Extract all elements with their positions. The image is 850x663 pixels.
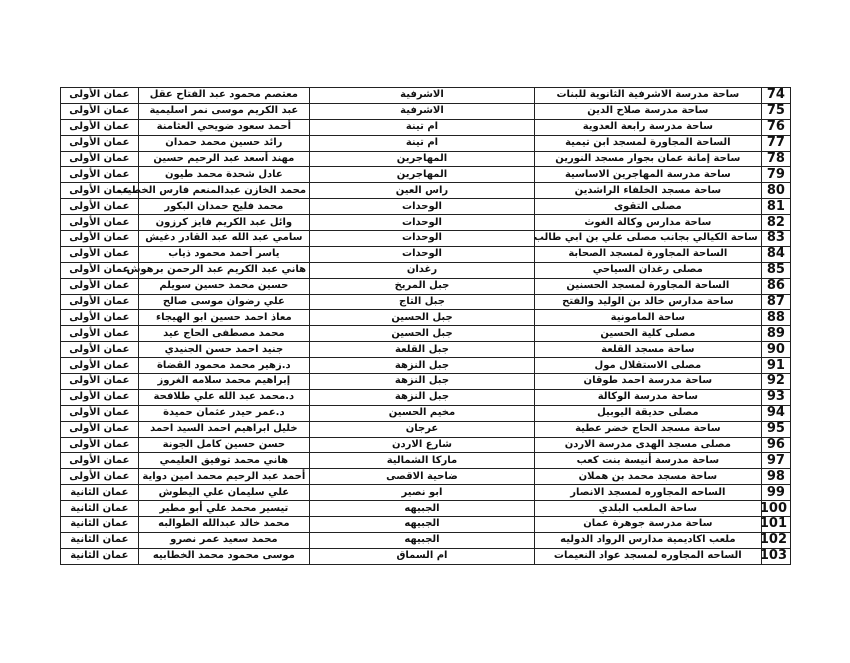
site-name-cell: الساحة المجاورة لمسجد الحسنين	[534, 278, 761, 294]
region-cell: عمان الأولى	[61, 135, 139, 151]
supervisor-name-cell: تيسير محمد علي أبو مطير	[138, 501, 309, 517]
table-row	[61, 88, 791, 104]
supervisor-name-cell: د.محمد عبد الله علي طلافحة	[138, 389, 309, 405]
area-cell: الوحدات	[310, 199, 535, 215]
supervisor-name-cell: حسن حسين كامل الجونة	[138, 437, 309, 453]
row-number-cell: 78	[761, 151, 790, 167]
table-row	[61, 103, 791, 119]
region-cell: عمان الأولى	[61, 215, 139, 231]
supervisor-name-cell: محمد خالد عبدالله الطوالبه	[138, 517, 309, 533]
supervisor-name-cell: معتصم محمود عبد الفتاح عقل	[138, 88, 309, 104]
supervisor-name-cell: محمد الخازن عبدالمنعم فارس الخطيب	[138, 183, 309, 199]
table-row	[61, 119, 791, 135]
region-cell: عمان الثانية	[61, 548, 139, 564]
prayer-sites-table	[60, 87, 791, 565]
region-cell: عمان الأولى	[61, 231, 139, 247]
site-name-cell: ساحة مدرسة أنيسة بنت كعب	[534, 453, 761, 469]
area-cell: ماركا الشمالية	[310, 453, 535, 469]
area-cell: الوحدات	[310, 215, 535, 231]
table-row	[61, 215, 791, 231]
site-name-cell: ساحة مدرسة المهاجرين الاساسية	[534, 167, 761, 183]
table-row	[61, 501, 791, 517]
area-cell: ابو نصير	[310, 485, 535, 501]
site-name-cell: مصلى التقوى	[534, 199, 761, 215]
supervisor-name-cell: حسين محمد حسين سويلم	[138, 278, 309, 294]
region-cell: عمان الأولى	[61, 199, 139, 215]
supervisor-name-cell: أحمد سعود ضويحي العثامنة	[138, 119, 309, 135]
table-row	[61, 310, 791, 326]
row-number-cell: 99	[761, 485, 790, 501]
area-cell: الاشرفية	[310, 88, 535, 104]
area-cell: الاشرفية	[310, 103, 535, 119]
region-cell: عمان الأولى	[61, 246, 139, 262]
table-row	[61, 358, 791, 374]
region-cell: عمان الأولى	[61, 326, 139, 342]
row-number-cell: 84	[761, 246, 790, 262]
row-number-cell: 89	[761, 326, 790, 342]
site-name-cell: ساحة مدرسة رابعة العدوية	[534, 119, 761, 135]
area-cell: جبل النزهة	[310, 358, 535, 374]
region-cell: عمان الأولى	[61, 294, 139, 310]
supervisor-name-cell: رائد حسين محمد حمدان	[138, 135, 309, 151]
supervisor-name-cell: محمد مصطفى الحاج عيد	[138, 326, 309, 342]
site-name-cell: ساحة مدارس خالد بن الوليد والفتح	[534, 294, 761, 310]
row-number-cell: 103	[761, 548, 790, 564]
table-row	[61, 294, 791, 310]
area-cell: جبل الحسين	[310, 326, 535, 342]
area-cell: الجبيهه	[310, 501, 535, 517]
site-name-cell: الساحه المجاوره لمسجد الانصار	[534, 485, 761, 501]
site-name-cell: مصلى مسجد الهدى مدرسة الاردن	[534, 437, 761, 453]
row-number-cell: 85	[761, 262, 790, 278]
region-cell: عمان الأولى	[61, 437, 139, 453]
row-number-cell: 98	[761, 469, 790, 485]
table-body	[61, 88, 791, 565]
table-row	[61, 453, 791, 469]
site-name-cell: ساحة مدارس وكالة الغوث	[534, 215, 761, 231]
supervisor-name-cell: موسى محمود محمد الخطابيه	[138, 548, 309, 564]
area-cell: شارع الاردن	[310, 437, 535, 453]
area-cell: ضاحية الاقصى	[310, 469, 535, 485]
supervisor-name-cell: محمد فليح حمدان البكور	[138, 199, 309, 215]
supervisor-name-cell: إبراهيم محمد سلامه الغروز	[138, 374, 309, 390]
site-name-cell: ساحة مسجد محمد بن هملان	[534, 469, 761, 485]
site-name-cell: مصلى كلية الحسين	[534, 326, 761, 342]
site-name-cell: الساحه المجاوره لمسجد عواد النعيمات	[534, 548, 761, 564]
site-name-cell: ساحة مسجد الحاج خضر عطية	[534, 421, 761, 437]
supervisor-name-cell: هاني محمد توفيق العليمي	[138, 453, 309, 469]
table-row	[61, 485, 791, 501]
supervisor-name-cell: معاذ احمد حسين ابو الهيجاء	[138, 310, 309, 326]
table-row	[61, 374, 791, 390]
table-row	[61, 151, 791, 167]
site-name-cell: الساحة المجاورة لمسجد الصحابة	[534, 246, 761, 262]
area-cell: الوحدات	[310, 246, 535, 262]
area-cell: مخيم الحسين	[310, 405, 535, 421]
region-cell: عمان الثانية	[61, 501, 139, 517]
row-number-cell: 83	[761, 231, 790, 247]
row-number-cell: 91	[761, 358, 790, 374]
table-row	[61, 405, 791, 421]
site-name-cell: ملعب اكاديمية مدارس الرواد الدوليه	[534, 532, 761, 548]
row-number-cell: 82	[761, 215, 790, 231]
row-number-cell: 81	[761, 199, 790, 215]
row-number-cell: 80	[761, 183, 790, 199]
area-cell: جبل الحسين	[310, 310, 535, 326]
table-row	[61, 167, 791, 183]
region-cell: عمان الأولى	[61, 88, 139, 104]
row-number-cell: 75	[761, 103, 790, 119]
table-row	[61, 342, 791, 358]
region-cell: عمان الأولى	[61, 358, 139, 374]
area-cell: راس العين	[310, 183, 535, 199]
table-row	[61, 517, 791, 533]
row-number-cell: 74	[761, 88, 790, 104]
region-cell: عمان الأولى	[61, 167, 139, 183]
table-row	[61, 326, 791, 342]
row-number-cell: 102	[761, 532, 790, 548]
row-number-cell: 92	[761, 374, 790, 390]
row-number-cell: 79	[761, 167, 790, 183]
table-row	[61, 231, 791, 247]
region-cell: عمان الأولى	[61, 262, 139, 278]
region-cell: عمان الأولى	[61, 278, 139, 294]
area-cell: جبل النزهة	[310, 374, 535, 390]
area-cell: الجبيهه	[310, 517, 535, 533]
supervisor-name-cell: أحمد عبد الرحيم محمد امين دواية	[138, 469, 309, 485]
area-cell: ام تينة	[310, 135, 535, 151]
row-number-cell: 88	[761, 310, 790, 326]
site-name-cell: مصلى حديقة اليوبيل	[534, 405, 761, 421]
region-cell: عمان الأولى	[61, 342, 139, 358]
site-name-cell: مصلى الاستقلال مول	[534, 358, 761, 374]
supervisor-name-cell: د.زهير محمد محمود القضاة	[138, 358, 309, 374]
region-cell: عمان الثانية	[61, 532, 139, 548]
row-number-cell: 86	[761, 278, 790, 294]
region-cell: عمان الأولى	[61, 469, 139, 485]
table-row	[61, 246, 791, 262]
region-cell: عمان الأولى	[61, 453, 139, 469]
site-name-cell: ساحة الملعب البلدي	[534, 501, 761, 517]
site-name-cell: ساحة مسجد القلعة	[534, 342, 761, 358]
table-row	[61, 183, 791, 199]
area-cell: جبل المريخ	[310, 278, 535, 294]
region-cell: عمان الأولى	[61, 405, 139, 421]
site-name-cell: ساحة إمانة عمان بجوار مسجد النورين	[534, 151, 761, 167]
table-row	[61, 469, 791, 485]
site-name-cell: ساحة مدرسة احمد طوقان	[534, 374, 761, 390]
site-name-cell: ساحة مسجد الخلفاء الراشدين	[534, 183, 761, 199]
area-cell: المهاجرين	[310, 167, 535, 183]
area-cell: جبل القلعة	[310, 342, 535, 358]
supervisor-name-cell: محمد سعيد عمر نصرو	[138, 532, 309, 548]
supervisor-name-cell: سامي عبد الله عبد القادر دغيش	[138, 231, 309, 247]
supervisor-name-cell: علي سليمان علي اليطوش	[138, 485, 309, 501]
supervisor-name-cell: عادل شحدة محمد طيون	[138, 167, 309, 183]
row-number-cell: 77	[761, 135, 790, 151]
site-name-cell: ساحة مدرسة جوهرة عمان	[534, 517, 761, 533]
row-number-cell: 101	[761, 517, 790, 533]
table-row	[61, 532, 791, 548]
supervisor-name-cell: هاني عبد الكريم عبد الرحمن برهوش	[138, 262, 309, 278]
area-cell: المهاجرين	[310, 151, 535, 167]
supervisor-name-cell: جنيد احمد حسن الجنيدي	[138, 342, 309, 358]
supervisor-name-cell: د.عمر حيدر عثمان حميدة	[138, 405, 309, 421]
area-cell: رغدان	[310, 262, 535, 278]
table-row	[61, 437, 791, 453]
site-name-cell: ساحة مدرسة الاشرفية الثانوية للبنات	[534, 88, 761, 104]
site-name-cell: الساحة المجاورة لمسجد ابن تيمية	[534, 135, 761, 151]
site-name-cell: مصلى رغدان السياحي	[534, 262, 761, 278]
area-cell: الجبيهه	[310, 532, 535, 548]
area-cell: ام تينة	[310, 119, 535, 135]
region-cell: عمان الثانية	[61, 485, 139, 501]
table-row	[61, 548, 791, 564]
site-name-cell: ساحة المامونية	[534, 310, 761, 326]
table-row	[61, 199, 791, 215]
site-name-cell: ساحة مدرسة الوكالة	[534, 389, 761, 405]
table-row	[61, 421, 791, 437]
supervisor-name-cell: علي رضوان موسى صالح	[138, 294, 309, 310]
area-cell: الوحدات	[310, 231, 535, 247]
region-cell: عمان الأولى	[61, 389, 139, 405]
row-number-cell: 94	[761, 405, 790, 421]
supervisor-name-cell: عبد الكريم موسى نمر اسليمية	[138, 103, 309, 119]
supervisor-name-cell: ياسر أحمد محمود ذياب	[138, 246, 309, 262]
row-number-cell: 76	[761, 119, 790, 135]
region-cell: عمان الأولى	[61, 310, 139, 326]
region-cell: عمان الأولى	[61, 103, 139, 119]
supervisor-name-cell: مهند أسعد عبد الرحيم حسين	[138, 151, 309, 167]
row-number-cell: 100	[761, 501, 790, 517]
row-number-cell: 90	[761, 342, 790, 358]
site-name-cell: ساحة الكيالي بجانب مصلى علي بن ابي طالب	[534, 231, 761, 247]
supervisor-name-cell: وائل عبد الكريم فايز كرزون	[138, 215, 309, 231]
site-name-cell: ساحة مدرسة صلاح الدين	[534, 103, 761, 119]
table-row	[61, 135, 791, 151]
area-cell: ام السماق	[310, 548, 535, 564]
row-number-cell: 97	[761, 453, 790, 469]
area-cell: عرجان	[310, 421, 535, 437]
row-number-cell: 93	[761, 389, 790, 405]
region-cell: عمان الثانية	[61, 517, 139, 533]
table-row	[61, 389, 791, 405]
region-cell: عمان الأولى	[61, 374, 139, 390]
supervisor-name-cell: خليل ابراهيم احمد السيد احمد	[138, 421, 309, 437]
row-number-cell: 87	[761, 294, 790, 310]
region-cell: عمان الأولى	[61, 151, 139, 167]
area-cell: جبل التاج	[310, 294, 535, 310]
table-row	[61, 278, 791, 294]
area-cell: جبل النزهة	[310, 389, 535, 405]
region-cell: عمان الأولى	[61, 119, 139, 135]
row-number-cell: 96	[761, 437, 790, 453]
region-cell: عمان الأولى	[61, 421, 139, 437]
table-row	[61, 262, 791, 278]
row-number-cell: 95	[761, 421, 790, 437]
region-cell: عمان الأولى	[61, 183, 139, 199]
